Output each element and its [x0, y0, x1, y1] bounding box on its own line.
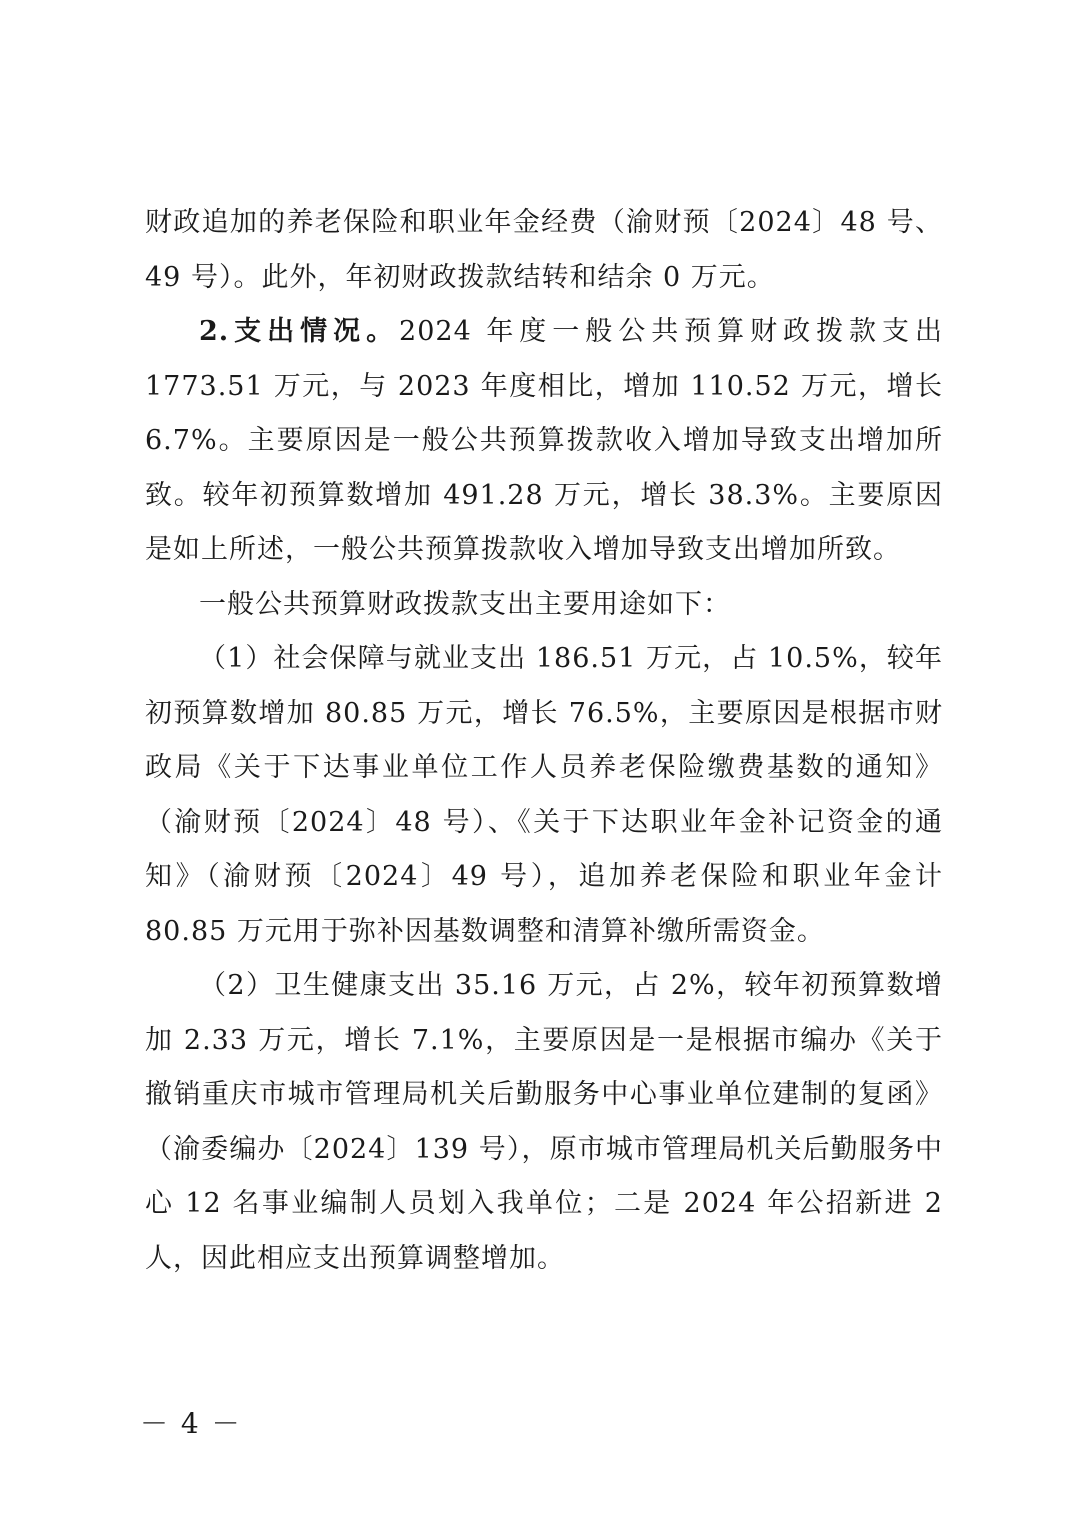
paragraph-expenditure-text: 2024 年度一般公共预算财政拨款支出 1773.51 万元，与 2023 年度相比，增加 110.52 万元，增长 6.7%。主要原因是一般公共预算拨款收入增加导致支出增加所致。较年初预算数增加 491.28 万元，增长 38.3%。主要原因是如上所述，一般公共预算拨款收入增加导致支出增加所致。 [145, 316, 944, 565]
section-heading-expenditure: 2.支出情况。 [199, 316, 400, 347]
paragraph-usage-intro: 一般公共预算财政拨款支出主要用途如下： [199, 588, 731, 620]
paragraph-income-continuation: 财政追加的养老保险和职业年金经费（渝财预〔2024〕48 号、49 号）。此外，年初财政拨款结转和结余 0 万元。 [145, 207, 943, 293]
document-body [145, 196, 943, 1286]
paragraph-social-security: （1）社会保障与就业支出 186.51 万元，占 10.5%，较年初预算数增加 80.85 万元，增长 76.5%，主要原因是根据市财政局《关于下达事业单位工作人员养老保险缴费基数的通知》（渝财预〔2024〕48 号）、《关于下达职业年金补记资金的通知》（渝财预〔2024〕49 号），追加养老保险和职业年金计 80.85 万元用于弥补因基数调整和清算补缴所需资金。 [145, 643, 943, 947]
paragraph-expenditure-summary [145, 305, 943, 578]
paragraph-health: （2）卫生健康支出 35.16 万元，占 2%，较年初预算数增加 2.33 万元，增长 7.1%，主要原因是一是根据市编办《关于撤销重庆市城市管理局机关后勤服务中心事业单位建制的复函》（渝委编办〔2024〕139 号），原市城市管理局机关后勤服务中心 12 名事业编制人员划入我单位；二是 2024 年公招新进 2 人，因此相应支出预算调整增加。 [145, 970, 943, 1274]
page-number: － 4 － [140, 1407, 242, 1440]
